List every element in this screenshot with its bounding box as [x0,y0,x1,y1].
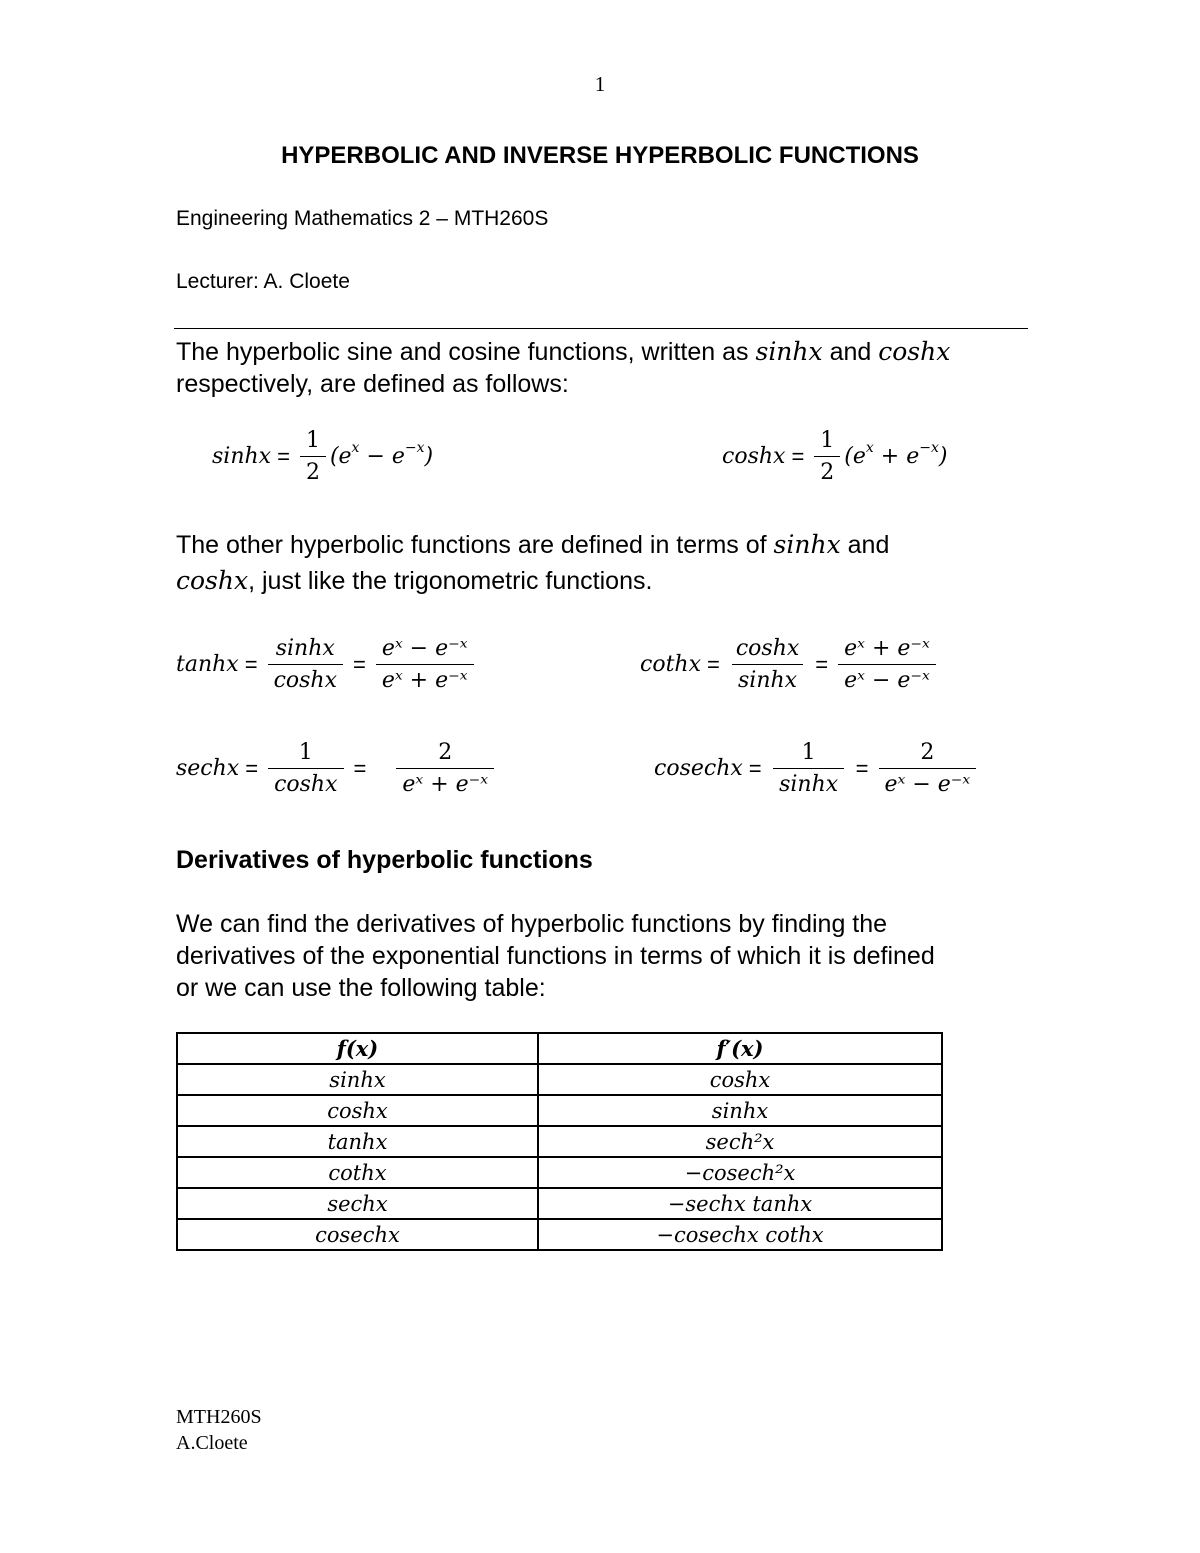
sinh-open: (e [329,444,352,469]
derivative-cell: coshx [538,1064,942,1095]
derivatives-line-2: derivatives of the exponential functions in terms of which it is defined [176,942,935,970]
footer-course: MTH260S [176,1406,262,1428]
divider [174,328,1028,329]
sinh-lhs: sinhx [212,444,272,469]
function-cell: cosechx [177,1219,538,1250]
tanh-definition: tanhx = $\frac{\sinh x}{\cosh x}$ = $\frac{\text{eˣ − e⁻ˣ}}{\text{eˣ + e⁻ˣ}}$ [176,636,478,693]
header-fx: f(x) [177,1033,538,1064]
cosh-num: 1 [820,428,835,453]
sinh-close: ) [424,444,434,469]
intro-paragraph [176,336,950,400]
cosh-close: ) [938,444,948,469]
coth-d2: eˣ − e⁻ˣ [838,664,936,693]
sinh-num: 1 [305,428,320,453]
derivative-cell: sinhx [538,1095,942,1126]
other-and: and [840,531,890,559]
table-row [177,1126,942,1157]
lecturer-name: Lecturer: A. Cloete [176,270,350,293]
sech-n1: 1 [298,740,313,765]
cosh-definition: coshx = $\frac{1}{2}$ $(e^x + e^{-x})$ [722,428,948,485]
sech-definition: sechx = $\frac{1}{\cosh x}$ = $\frac{2}{\text{eˣ + e⁻ˣ}}$ [176,740,498,797]
cosh-exp2: −x [919,440,939,456]
cosech-n2: 2 [920,740,935,765]
sinh-term: sinhx [755,337,823,366]
coth-lhs: cothx [640,652,701,677]
cosech-lhs: cosechx [654,756,743,781]
derivative-cell: −cosechx cothx [538,1219,942,1250]
other-text: The other hyperbolic functions are defined in terms of [176,531,774,559]
other-cosh: coshx [176,566,249,595]
cosh-den: 2 [814,456,840,485]
table-header-row [177,1033,942,1064]
cosh-op: + e [873,444,920,469]
cosech-n1: 1 [801,740,816,765]
header-fprime: f′(x) [538,1033,942,1064]
cosech-definition: cosechx = $\frac{1}{\sinh x}$ = $\frac{2}{\text{eˣ − e⁻ˣ}}$ [654,740,980,797]
function-cell: sechx [177,1188,538,1219]
cosh-lhs: coshx [722,444,786,469]
and-text: and [822,338,879,366]
footer-author: A.Cloete [176,1432,248,1454]
derivatives-paragraph [176,908,935,1004]
table-row [177,1157,942,1188]
page-number: 1 [594,72,606,96]
coth-n2: eˣ + e⁻ˣ [844,636,930,661]
sinh-exp2: −x [404,440,425,456]
tanh-n2: eˣ − e⁻ˣ [381,636,468,661]
cosh-exp1: x [865,440,874,456]
derivative-cell: sech²x [538,1126,942,1157]
derivatives-line-3: or we can use the following table: [176,974,546,1002]
table-row [177,1219,942,1250]
function-cell: tanhx [177,1126,538,1157]
other-sinh: sinhx [773,530,841,559]
tanh-n1: sinhx [275,636,335,661]
course-name: Engineering Mathematics 2 – MTH260S [176,207,549,230]
cosh-term: coshx [878,337,951,366]
cosh-open: (e [844,444,866,469]
sech-d1: coshx [268,768,343,797]
derivative-cell: −cosech²x [538,1157,942,1188]
sech-n2: 2 [438,740,453,765]
coth-d1: sinhx [732,664,803,693]
sinh-definition: sinhx = $\frac{1}{2}$ $(e^x - e^{-x})$ [212,428,434,485]
cosech-d2: eˣ − e⁻ˣ [879,768,977,797]
cosech-d1: sinhx [773,768,844,797]
tanh-lhs: tanhx [176,652,239,677]
tanh-d2: eˣ + e⁻ˣ [376,664,474,693]
derivative-cell: −sechx tanhx [538,1188,942,1219]
sech-d2: eˣ + e⁻ˣ [396,768,494,797]
table-row [177,1064,942,1095]
intro-text-2: respectively, are defined as follows: [176,370,569,398]
other-text-2: , just like the trigonometric functions. [248,567,653,595]
function-cell: coshx [177,1095,538,1126]
table-row [177,1095,942,1126]
derivatives-line-1: We can find the derivatives of hyperbolic functions by finding the [176,910,888,938]
other-paragraph [176,527,889,599]
coth-n1: coshx [735,636,800,661]
sinh-den: 2 [300,456,326,485]
document-title: HYPERBOLIC AND INVERSE HYPERBOLIC FUNCTIONS [281,142,919,169]
tanh-d1: coshx [268,664,343,693]
derivatives-table [176,1032,943,1251]
intro-text: The hyperbolic sine and cosine functions, written as [176,338,756,366]
table-row [177,1188,942,1219]
coth-definition: cothx = $\frac{\cosh x}{\sinh x}$ = $\frac{\text{eˣ + e⁻ˣ}}{\text{eˣ − e⁻ˣ}}$ [640,636,940,693]
sinh-exp1: x [351,440,360,456]
sinh-op: − e [359,444,405,469]
function-cell: sinhx [177,1064,538,1095]
function-cell: cothx [177,1157,538,1188]
derivatives-heading: Derivatives of hyperbolic functions [176,846,593,874]
sech-lhs: sechx [176,756,240,781]
